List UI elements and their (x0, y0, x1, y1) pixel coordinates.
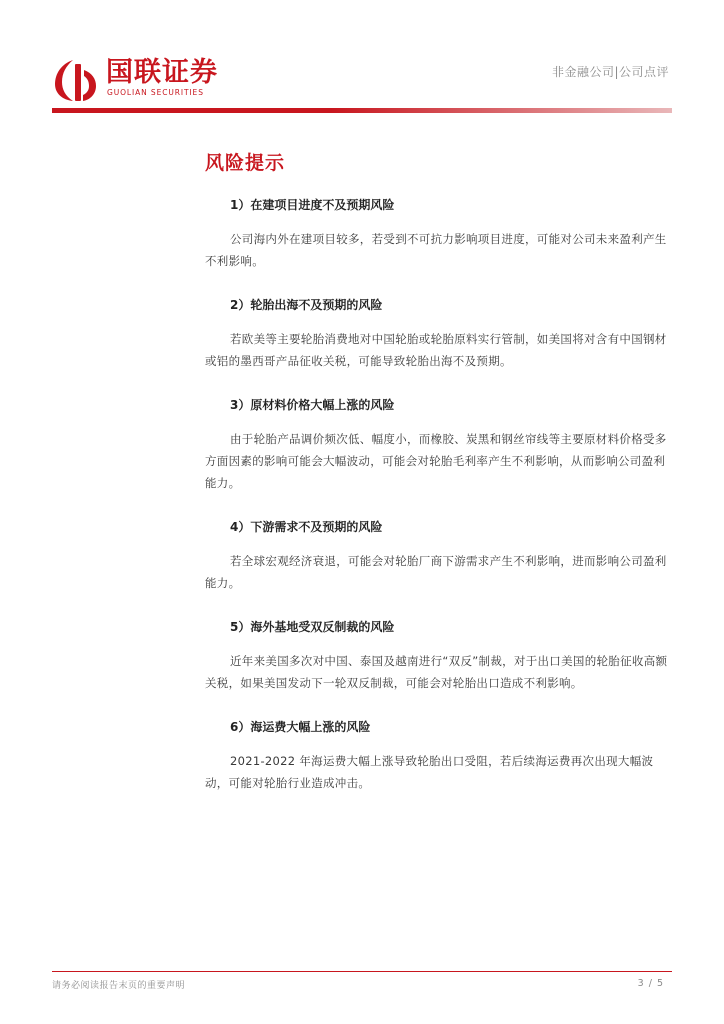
risk-text: 公司海内外在建项目较多，若受到不可抗力影响项目进度，可能对公司未来盈利产生不利影响。 (205, 232, 667, 268)
risk-heading: 3）原材料价格大幅上涨的风险 (230, 398, 395, 412)
header-divider (52, 108, 672, 113)
footer-divider (52, 971, 672, 972)
page-number: 3 / 5 (637, 978, 664, 989)
logo-name-cn: 国联证券 (106, 57, 218, 88)
logo-name-en: GUOLIAN SECURITIES (107, 88, 204, 97)
risk-text: 由于轮胎产品调价频次低、幅度小，而橡胶、炭黑和钢丝帘线等主要原材料价格受多方面因素的影响可能会大幅波动，可能会对轮胎毛利率产生不利影响，从而影响公司盈利能力。 (205, 432, 667, 490)
risk-section (205, 150, 672, 794)
risk-text: 2021-2022 年海运费大幅上涨导致轮胎出口受阻，若后续海运费再次出现大幅波动，可能对轮胎行业造成冲击。 (205, 754, 654, 790)
footer-disclaimer: 请务必阅读报告末页的重要声明 (52, 981, 186, 991)
guolian-logo-icon (51, 58, 99, 102)
risk-text: 若全球宏观经济衰退，可能会对轮胎厂商下游需求产生不利影响，进而影响公司盈利能力。 (205, 554, 667, 590)
risk-heading: 6）海运费大幅上涨的风险 (230, 720, 371, 734)
risk-heading: 1）在建项目进度不及预期风险 (230, 198, 395, 212)
risk-heading: 4）下游需求不及预期的风险 (230, 520, 383, 534)
risk-text: 若欧美等主要轮胎消费地对中国轮胎或轮胎原料实行管制，如美国将对含有中国钢材或铝的墨西哥产品征收关税，可能导致轮胎出海不及预期。 (205, 332, 667, 368)
section-title: 风险提示 (205, 152, 286, 174)
risk-text: 近年来美国多次对中国、泰国及越南进行“双反”制裁，对于出口美国的轮胎征收高额关税，如果美国发动下一轮双反制裁，可能会对轮胎出口造成不利影响。 (205, 654, 668, 690)
risk-heading: 2）轮胎出海不及预期的风险 (230, 298, 383, 312)
risk-heading: 5）海外基地受双反制裁的风险 (230, 620, 395, 634)
page-header (0, 0, 724, 116)
report-category: 非金融公司|公司点评 (551, 65, 669, 79)
